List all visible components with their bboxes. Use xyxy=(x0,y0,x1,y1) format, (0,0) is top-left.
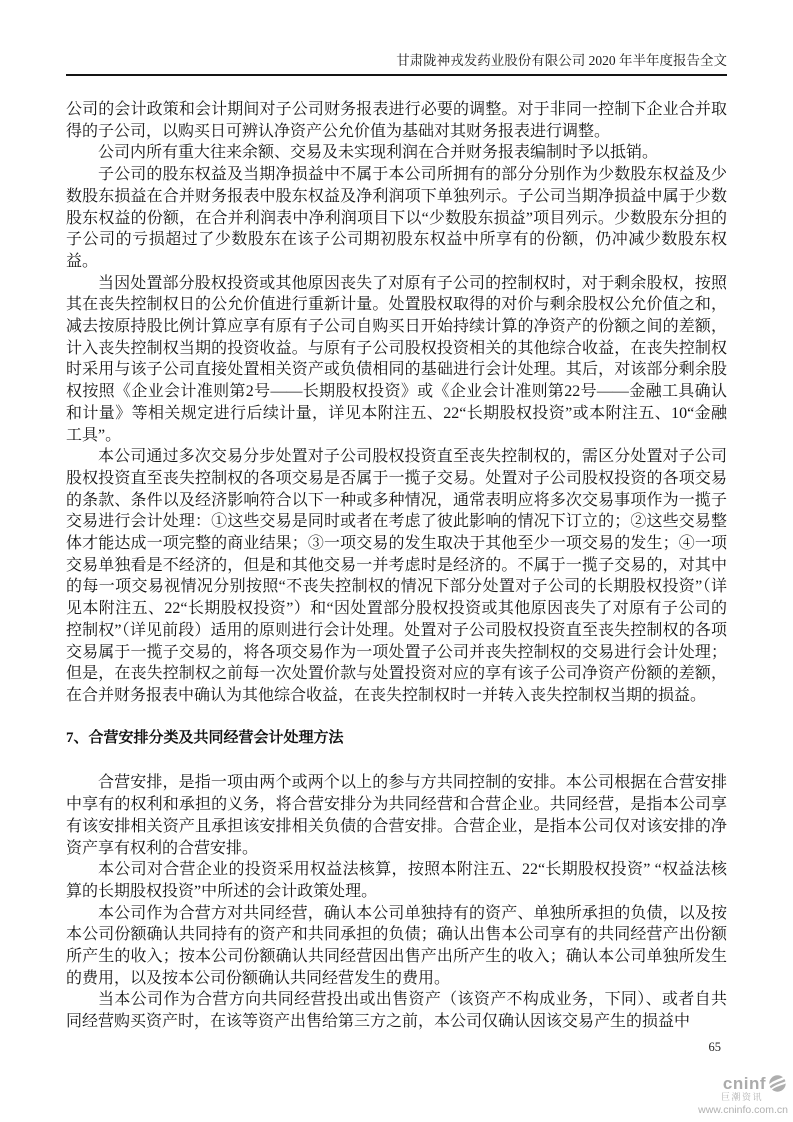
section-heading: 7、合营安排分类及共同经营会计处理方法 xyxy=(66,729,344,746)
paragraph: 本公司作为合营方对共同经营，确认本公司单独持有的资产、单独所承担的负债，以及按本公司份额确认共同持有的资产和共同承担的负债；确认出售本公司享有的共同经营产出份额所产生的收入；按本公司份额确认共同经营因出售产出所产生的收入；确认本公司单独所发生的费用，以及按本公司份额确认共同经营发生的费用。 xyxy=(66,904,727,987)
document-body xyxy=(66,99,727,1033)
paragraph: 子公司的股东权益及当期净损益中不属于本公司所拥有的部分分别作为少数股东权益及少数股东损益在合并财务报表中股东权益及净利润项下单独列示。子公司当期净损益中属于少数股东权益的份额，在合并利润表中净利润项目下以“少数股东损益”项目列示。少数股东分担的子公司的亏损超过了少数股东在该子公司期初股东权益中所享有的份额，仍冲减少数股东权益。 xyxy=(66,166,727,270)
report-title: 甘肃陇神戎发药业股份有限公司 2020 年半年度报告全文 xyxy=(396,53,727,68)
cninfo-logo-text: cninf xyxy=(722,1073,766,1093)
paragraph: 本公司对合营企业的投资采用权益法核算，按照本附注五、22“长期股权投资” “权益法核算的长期股权投资”中所述的会计政策处理。 xyxy=(66,861,727,900)
page-header xyxy=(66,0,727,76)
paragraph: 当因处置部分股权投资或其他原因丧失了对原有子公司的控制权时，对于剩余股权，按照其在丧失控制权日的公允价值进行重新计量。处置股权取得的对价与剩余股权公允价值之和，减去按原持股比例计算应享有原有子公司自购买日开始持续计算的净资产的份额之间的差额，计入丧失控制权当期的投资收益。与原有子公司股权投资相关的其他综合收益，在丧失控制权时采用与该子公司直接处置相关资产或负债相同的基础进行会计处理。其后，对该部分剩余股权按照《企业会计准则第2号——长期股权投资》或《企业会计准则第22号——金融工具确认和计量》等相关规定进行后续计量，详见本附注五、22“长期股权投资”或本附注五、10“金融工具”。 xyxy=(66,274,727,444)
paragraph: 当本公司作为合营方向共同经营投出或出售资产（该资产不构成业务，下同）、或者自共同经营购买资产时，在该等资产出售给第三方之前，本公司仅确认因该交易产生的损益中 xyxy=(66,991,727,1031)
cninfo-swirl-icon xyxy=(767,1074,788,1093)
paragraph: 公司的会计政策和会计期间对子公司财务报表进行必要的调整。对于非同一控制下企业合并取得的子公司，以购买日可辨认净资产公允价值为基础对其财务报表进行调整。 xyxy=(66,101,727,140)
paragraph: 合营安排，是指一项由两个或两个以上的参与方共同控制的安排。本公司根据在合营安排中享有的权利和承担的义务，将合营安排分为共同经营和合营企业。共同经营，是指本公司享有该安排相关资产且承担该安排相关负债的合营安排。合营企业，是指本公司仅对该安排的净资产享有权利的合营安排。 xyxy=(66,774,727,857)
paragraph: 本公司通过多次交易分步处置对子公司股权投资直至丧失控制权的，需区分处置对子公司股权投资直至丧失控制权的各项交易是否属于一揽子交易。处置对子公司股权投资的各项交易的条款、条件以及经济影响符合以下一种或多种情况，通常表明应将多次交易事项作为一揽子交易进行会计处理：①这些交易是同时或者在考虑了彼此影响的情况下订立的；②这些交易整体才能达成一项完整的商业结果；③一项交易的发生取决于其他至少一项交易的发生；④一项交易单独看是不经济的，但是和其他交易一并考虑时是经济的。不属于一揽子交易的，对其中的每一项交易视情况分别按照“不丧失控制权的情况下部分处置对子公司的长期股权投资”（详见本附注五、22“长期股权投资”）和“因处置部分股权投资或其他原因丧失了对原有子公司的控制权”（详见前段）适用的原则进行会计处理。处置对子公司股权投资直至丧失控制权的各项交易属于一揽子交易的，将各项交易作为一项处置子公司并丧失控制权的交易进行会计处理；但是，在丧失控制权之前每一次处置价款与处置投资对应的享有该子公司净资产份额的差额，在合并财务报表中确认为其他综合收益，在丧失控制权时一并转入丧失控制权当期的损益。 xyxy=(66,448,727,704)
paragraph: 公司内所有重大往来余额、交易及未实现利润在合并财务报表编制时予以抵销。 xyxy=(98,144,659,162)
cninfo-logo-caption: 巨潮资讯 xyxy=(720,1092,763,1102)
cninfo-logo-url: www.cninfo.com.cn xyxy=(698,1104,788,1116)
cninfo-logo xyxy=(668,1074,788,1116)
page-number: 65 xyxy=(708,1040,721,1054)
